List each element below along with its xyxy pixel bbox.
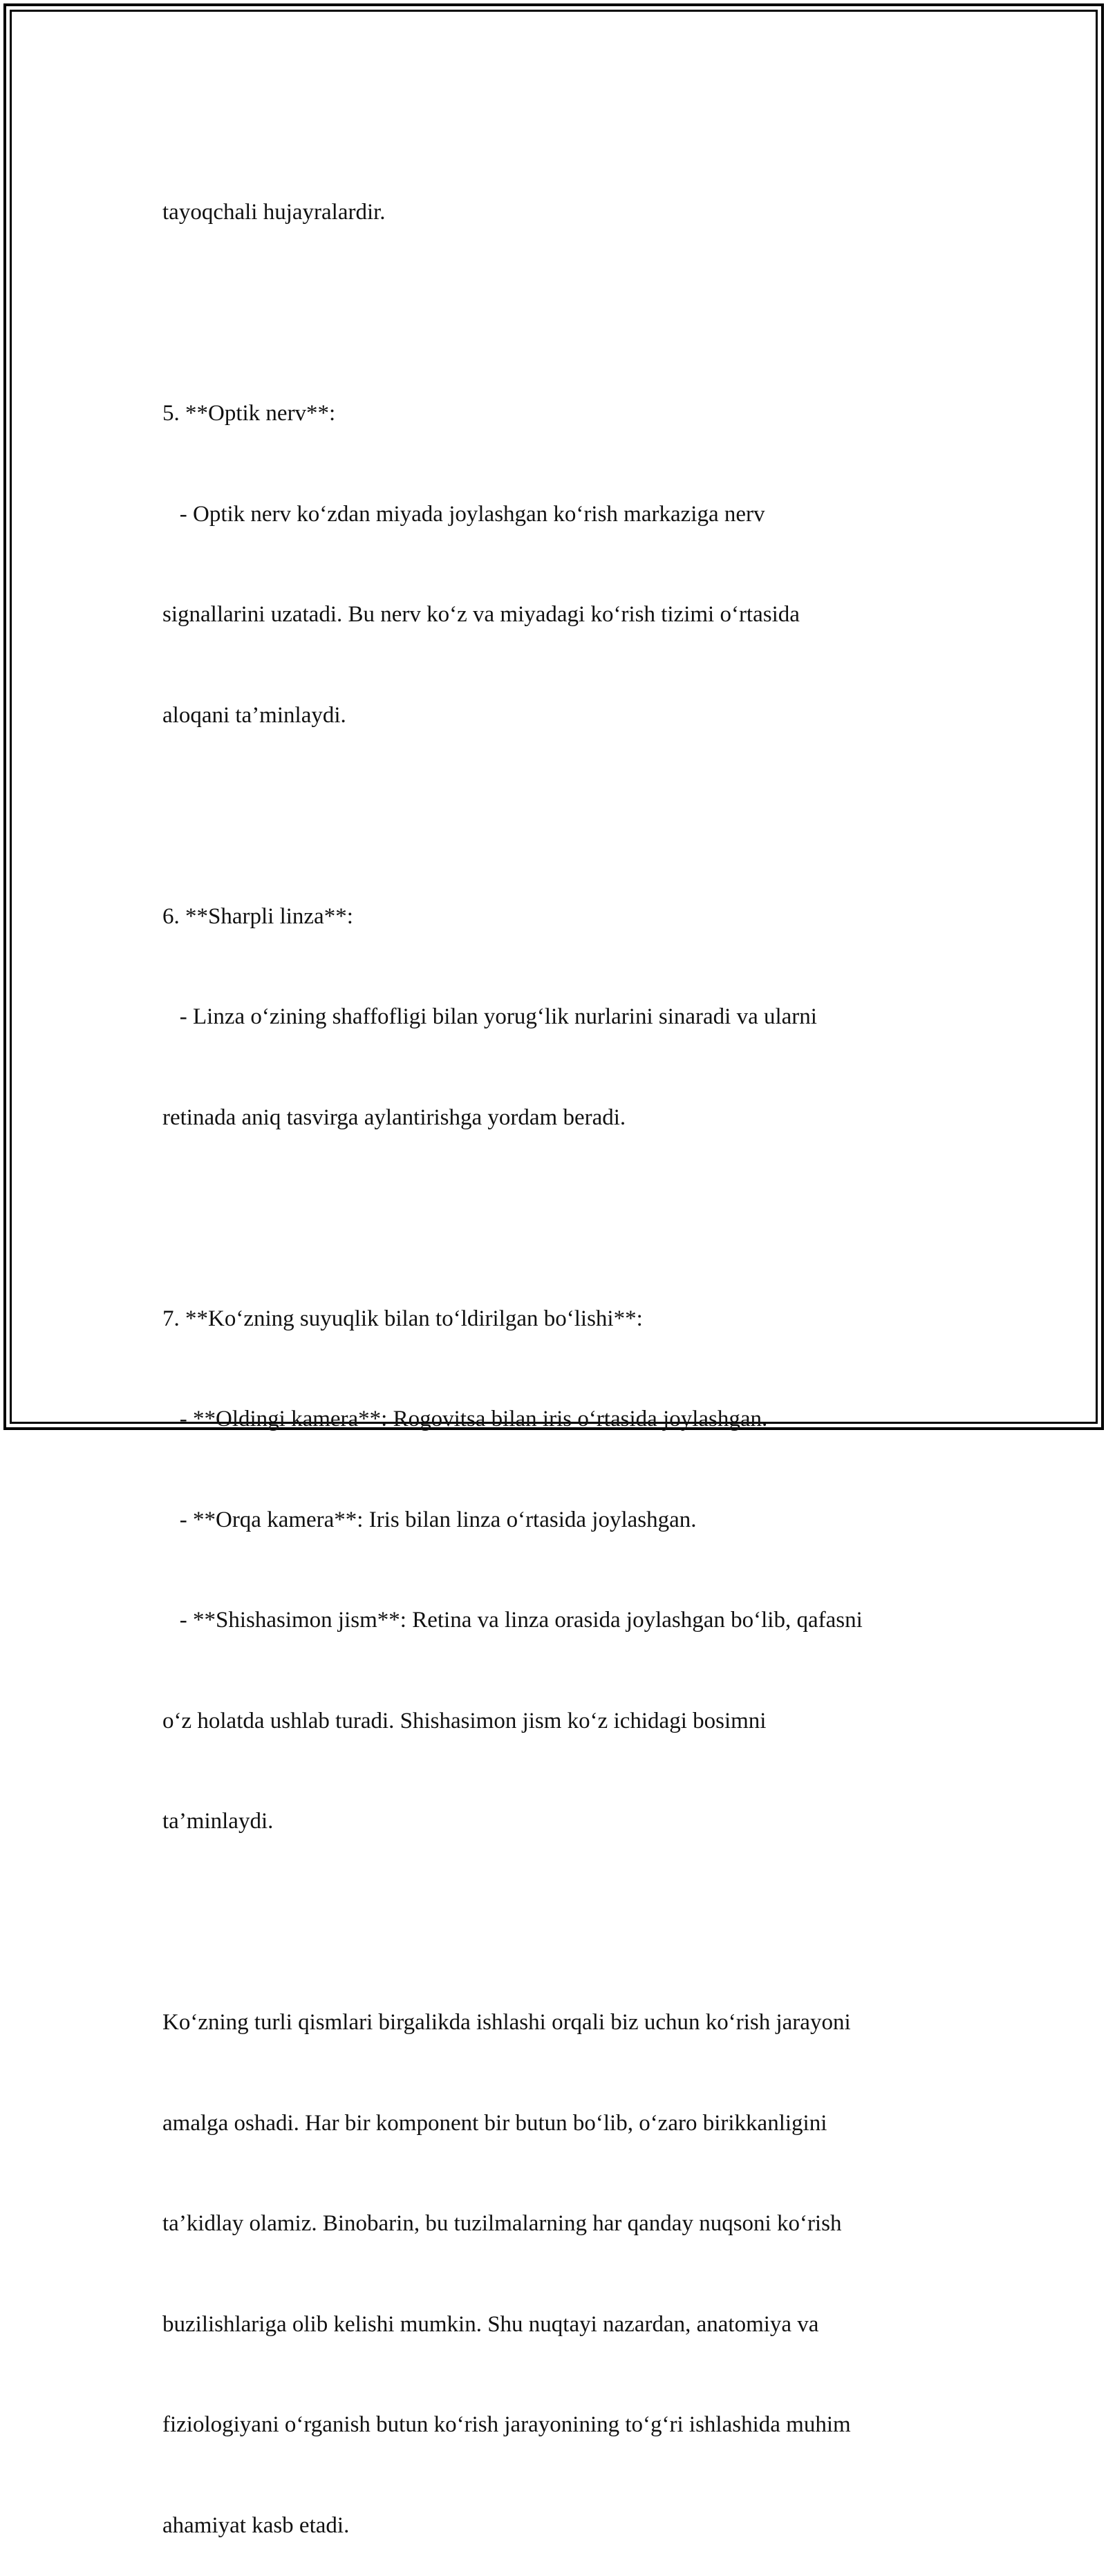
section-heading-optik-nerv: 5. **Optik nerv**: [162,401,336,426]
blank-line [162,297,954,330]
section-heading-sharpli-linza: 6. **Sharpli linza**: [162,903,353,929]
text-line: - Optik nerv ko‘zdan miyada joylashgan ko‘rish markaziga nerv [162,501,765,527]
text-line: signallarini uzatadi. Bu nerv ko‘z va miyadagi ko‘rish tizimi o‘rtasida [162,602,800,627]
text-line: - Linza o‘zining shaffofligi bilan yorug‘lik nurlarini sinaradi va ularni [162,1004,817,1029]
text-line: retinada aniq tasvirga aylantirishga yordam beradi. [162,1104,626,1130]
blank-line [162,799,954,833]
document-body [162,129,954,2576]
text-line: ta’minlaydi. [162,1809,274,1834]
blank-line [162,1201,954,1235]
blank-line [162,1906,954,1939]
conclusion-line: Ko‘zning turli qismlari birgalikda ishlashi orqali biz uchun ko‘rish jarayoni [162,2010,851,2035]
text-line: tayoqchali hujayralardir. [162,200,386,225]
conclusion-line: amalga oshadi. Har bir komponent bir butun bo‘lib, o‘zaro birikkanligini [162,2110,827,2136]
conclusion-line: fiziologiyani o‘rganish butun ko‘rish jarayonining to‘g‘ri ishlashida muhim [162,2412,851,2437]
text-line: - **Orqa kamera**: Iris bilan linza o‘rtasida joylashgan. [162,1507,697,1532]
section-heading-suyuqlik: 7. **Ko‘zning suyuqlik bilan to‘ldirilgan bo‘lishi**: [162,1306,643,1331]
text-line: - **Shishasimon jism**: Retina va linza orasida joylashgan bo‘lib, qafasni [162,1608,863,1633]
text-line: aloqani ta’minlaydi. [162,702,346,728]
conclusion-line: ahamiyat kasb etadi. [162,2512,350,2538]
text-line: o‘z holatda ushlab turadi. Shishasimon jism ko‘z ichidagi bosimni [162,1708,767,1733]
conclusion-line: ta’kidlay olamiz. Binobarin, bu tuzilmalarning har qanday nuqsoni ko‘rish [162,2211,842,2236]
conclusion-line: buzilishlariga olib kelishi mumkin. Shu nuqtayi nazardan, anatomiya va [162,2311,819,2337]
text-line: - **Oldingi kamera**: Rogovitsa bilan iris o‘rtasida joylashgan. [162,1407,768,1431]
